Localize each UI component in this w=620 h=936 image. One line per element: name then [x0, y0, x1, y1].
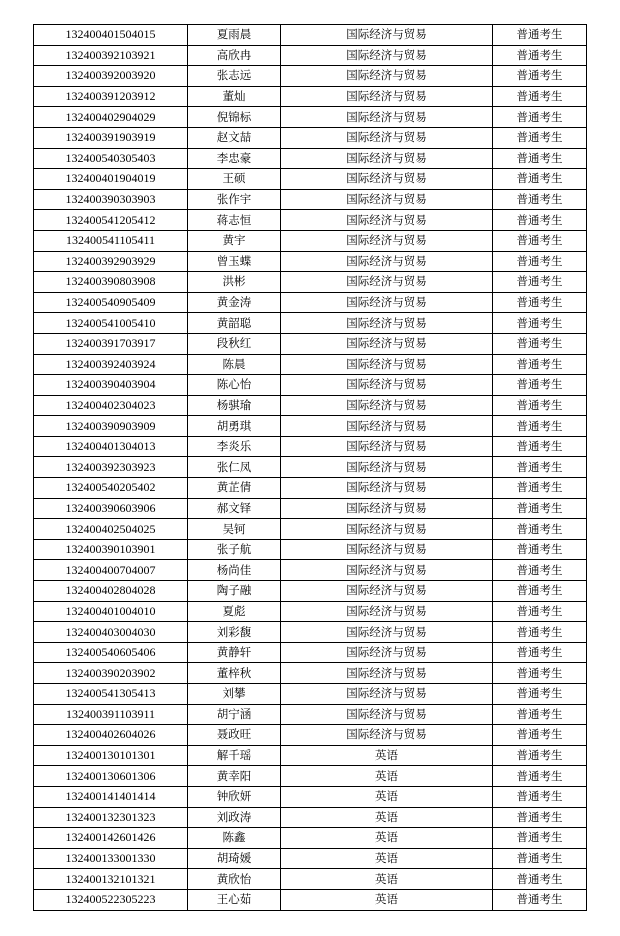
candidate-type-cell: 普通考生 [493, 642, 587, 663]
table-row [34, 848, 587, 869]
table-row [34, 416, 587, 437]
candidate-name-cell: 解千瑶 [188, 745, 281, 766]
candidate-id-cell: 132400391703917 [34, 333, 188, 354]
major-cell: 国际经济与贸易 [281, 107, 493, 128]
candidate-type-cell: 普通考生 [493, 395, 587, 416]
table-row [34, 230, 587, 251]
candidate-id-cell: 132400142601426 [34, 828, 188, 849]
candidate-type-cell: 普通考生 [493, 869, 587, 890]
candidate-id-cell: 132400401904019 [34, 169, 188, 190]
major-cell: 国际经济与贸易 [281, 725, 493, 746]
candidate-id-cell: 132400403004030 [34, 622, 188, 643]
table-row [34, 828, 587, 849]
candidate-name-cell: 王心茹 [188, 889, 281, 910]
candidate-id-cell: 132400390103901 [34, 539, 188, 560]
table-row [34, 354, 587, 375]
candidate-name-cell: 夏雨晨 [188, 25, 281, 46]
candidate-id-cell: 132400390803908 [34, 272, 188, 293]
major-cell: 国际经济与贸易 [281, 25, 493, 46]
candidate-id-cell: 132400132301323 [34, 807, 188, 828]
table-row [34, 807, 587, 828]
candidate-id-cell: 132400400704007 [34, 560, 188, 581]
major-cell: 国际经济与贸易 [281, 457, 493, 478]
major-cell: 英语 [281, 786, 493, 807]
major-cell: 国际经济与贸易 [281, 416, 493, 437]
candidate-id-cell: 132400401304013 [34, 436, 188, 457]
candidate-type-cell: 普通考生 [493, 292, 587, 313]
candidate-name-cell: 刘彩馥 [188, 622, 281, 643]
candidate-type-cell: 普通考生 [493, 519, 587, 540]
candidate-id-cell: 132400141401414 [34, 786, 188, 807]
table-row [34, 436, 587, 457]
major-cell: 英语 [281, 745, 493, 766]
major-cell: 国际经济与贸易 [281, 333, 493, 354]
major-cell: 英语 [281, 869, 493, 890]
table-row [34, 889, 587, 910]
candidate-id-cell: 132400391903919 [34, 127, 188, 148]
major-cell: 国际经济与贸易 [281, 704, 493, 725]
candidate-name-cell: 张志远 [188, 66, 281, 87]
candidate-name-cell: 王硕 [188, 169, 281, 190]
table-row [34, 581, 587, 602]
candidate-name-cell: 段秋红 [188, 333, 281, 354]
table-row [34, 375, 587, 396]
candidate-name-cell: 陈晨 [188, 354, 281, 375]
table-body [34, 25, 587, 911]
candidate-name-cell: 高欣冉 [188, 45, 281, 66]
candidate-type-cell: 普通考生 [493, 25, 587, 46]
table-row [34, 725, 587, 746]
candidate-type-cell: 普通考生 [493, 786, 587, 807]
candidate-type-cell: 普通考生 [493, 86, 587, 107]
candidate-id-cell: 132400541005410 [34, 313, 188, 334]
major-cell: 国际经济与贸易 [281, 375, 493, 396]
candidate-type-cell: 普通考生 [493, 663, 587, 684]
candidate-name-cell: 张仁凤 [188, 457, 281, 478]
major-cell: 国际经济与贸易 [281, 498, 493, 519]
candidate-type-cell: 普通考生 [493, 66, 587, 87]
major-cell: 国际经济与贸易 [281, 395, 493, 416]
candidate-id-cell: 132400401504015 [34, 25, 188, 46]
table-row [34, 333, 587, 354]
candidate-name-cell: 郝文铎 [188, 498, 281, 519]
table-row [34, 210, 587, 231]
major-cell: 国际经济与贸易 [281, 581, 493, 602]
major-cell: 国际经济与贸易 [281, 86, 493, 107]
candidate-type-cell: 普通考生 [493, 745, 587, 766]
major-cell: 国际经济与贸易 [281, 272, 493, 293]
candidate-name-cell: 黄韶聪 [188, 313, 281, 334]
candidate-name-cell: 张子航 [188, 539, 281, 560]
candidate-name-cell: 张作宇 [188, 189, 281, 210]
major-cell: 国际经济与贸易 [281, 127, 493, 148]
candidate-name-cell: 董梓秋 [188, 663, 281, 684]
candidate-id-cell: 132400402904029 [34, 107, 188, 128]
candidate-id-cell: 132400133001330 [34, 848, 188, 869]
major-cell: 国际经济与贸易 [281, 684, 493, 705]
table-row [34, 292, 587, 313]
table-row [34, 560, 587, 581]
candidate-id-cell: 132400390603906 [34, 498, 188, 519]
candidate-name-cell: 黄幸阳 [188, 766, 281, 787]
candidate-id-cell: 132400392403924 [34, 354, 188, 375]
major-cell: 国际经济与贸易 [281, 210, 493, 231]
candidate-type-cell: 普通考生 [493, 230, 587, 251]
major-cell: 国际经济与贸易 [281, 436, 493, 457]
table-row [34, 745, 587, 766]
candidate-type-cell: 普通考生 [493, 127, 587, 148]
candidate-name-cell: 赵文喆 [188, 127, 281, 148]
candidate-id-cell: 132400390903909 [34, 416, 188, 437]
major-cell: 国际经济与贸易 [281, 189, 493, 210]
table-row [34, 539, 587, 560]
candidate-type-cell: 普通考生 [493, 354, 587, 375]
major-cell: 国际经济与贸易 [281, 292, 493, 313]
table-row [34, 457, 587, 478]
table-row [34, 663, 587, 684]
candidate-name-cell: 吴钶 [188, 519, 281, 540]
candidate-id-cell: 132400541205412 [34, 210, 188, 231]
candidate-type-cell: 普通考生 [493, 622, 587, 643]
table-row [34, 148, 587, 169]
candidate-type-cell: 普通考生 [493, 807, 587, 828]
candidate-type-cell: 普通考生 [493, 828, 587, 849]
candidate-id-cell: 132400522305223 [34, 889, 188, 910]
table-row [34, 25, 587, 46]
major-cell: 国际经济与贸易 [281, 148, 493, 169]
candidate-name-cell: 洪彬 [188, 272, 281, 293]
major-cell: 英语 [281, 828, 493, 849]
candidate-name-cell: 夏彪 [188, 601, 281, 622]
candidate-name-cell: 刘政涛 [188, 807, 281, 828]
candidate-type-cell: 普通考生 [493, 272, 587, 293]
candidate-type-cell: 普通考生 [493, 684, 587, 705]
candidate-type-cell: 普通考生 [493, 251, 587, 272]
candidate-id-cell: 132400132101321 [34, 869, 188, 890]
major-cell: 英语 [281, 889, 493, 910]
candidate-id-cell: 132400541105411 [34, 230, 188, 251]
table-row [34, 107, 587, 128]
candidate-id-cell: 132400402304023 [34, 395, 188, 416]
candidate-id-cell: 132400401004010 [34, 601, 188, 622]
major-cell: 国际经济与贸易 [281, 519, 493, 540]
candidate-type-cell: 普通考生 [493, 581, 587, 602]
candidate-type-cell: 普通考生 [493, 457, 587, 478]
table-row [34, 704, 587, 725]
table-row [34, 127, 587, 148]
table-row [34, 395, 587, 416]
candidate-type-cell: 普通考生 [493, 436, 587, 457]
major-cell: 国际经济与贸易 [281, 539, 493, 560]
candidate-name-cell: 黄金涛 [188, 292, 281, 313]
candidate-name-cell: 黄芷倩 [188, 478, 281, 499]
candidate-id-cell: 132400392303923 [34, 457, 188, 478]
candidate-type-cell: 普通考生 [493, 313, 587, 334]
major-cell: 国际经济与贸易 [281, 45, 493, 66]
candidate-id-cell: 132400541305413 [34, 684, 188, 705]
candidate-name-cell: 黄欣怡 [188, 869, 281, 890]
candidate-id-cell: 132400391103911 [34, 704, 188, 725]
candidate-name-cell: 胡琦媛 [188, 848, 281, 869]
major-cell: 英语 [281, 766, 493, 787]
candidate-type-cell: 普通考生 [493, 107, 587, 128]
candidate-name-cell: 刘攀 [188, 684, 281, 705]
table-row [34, 189, 587, 210]
candidate-id-cell: 132400130601306 [34, 766, 188, 787]
candidate-type-cell: 普通考生 [493, 45, 587, 66]
candidate-id-cell: 132400402804028 [34, 581, 188, 602]
major-cell: 国际经济与贸易 [281, 642, 493, 663]
candidate-type-cell: 普通考生 [493, 148, 587, 169]
candidate-name-cell: 陶子融 [188, 581, 281, 602]
candidate-type-cell: 普通考生 [493, 498, 587, 519]
candidate-id-cell: 132400540605406 [34, 642, 188, 663]
candidate-name-cell: 李忠豪 [188, 148, 281, 169]
candidate-type-cell: 普通考生 [493, 169, 587, 190]
candidate-name-cell: 黄静轩 [188, 642, 281, 663]
candidate-name-cell: 胡宁涵 [188, 704, 281, 725]
table-row [34, 601, 587, 622]
candidate-name-cell: 蒋志恒 [188, 210, 281, 231]
major-cell: 国际经济与贸易 [281, 560, 493, 581]
candidate-type-cell: 普通考生 [493, 375, 587, 396]
major-cell: 国际经济与贸易 [281, 313, 493, 334]
table-row [34, 45, 587, 66]
candidate-type-cell: 普通考生 [493, 333, 587, 354]
candidate-id-cell: 132400392103921 [34, 45, 188, 66]
table-row [34, 869, 587, 890]
table-row [34, 766, 587, 787]
candidate-type-cell: 普通考生 [493, 766, 587, 787]
major-cell: 国际经济与贸易 [281, 66, 493, 87]
candidate-name-cell: 陈心怡 [188, 375, 281, 396]
candidate-id-cell: 132400540905409 [34, 292, 188, 313]
candidate-name-cell: 陈鑫 [188, 828, 281, 849]
candidate-type-cell: 普通考生 [493, 189, 587, 210]
candidate-name-cell: 杨骐瑜 [188, 395, 281, 416]
table-row [34, 478, 587, 499]
major-cell: 国际经济与贸易 [281, 230, 493, 251]
table-row [34, 642, 587, 663]
candidate-name-cell: 黄宇 [188, 230, 281, 251]
candidate-id-cell: 132400390203902 [34, 663, 188, 684]
table-row [34, 251, 587, 272]
candidate-name-cell: 聂政旺 [188, 725, 281, 746]
candidate-name-cell: 曾玉蝶 [188, 251, 281, 272]
candidate-name-cell: 钟欣妍 [188, 786, 281, 807]
candidate-name-cell: 胡勇琪 [188, 416, 281, 437]
major-cell: 国际经济与贸易 [281, 622, 493, 643]
major-cell: 国际经济与贸易 [281, 354, 493, 375]
admission-list-table [33, 24, 587, 911]
candidate-type-cell: 普通考生 [493, 725, 587, 746]
major-cell: 国际经济与贸易 [281, 663, 493, 684]
candidate-id-cell: 132400390303903 [34, 189, 188, 210]
candidate-id-cell: 132400392903929 [34, 251, 188, 272]
candidate-type-cell: 普通考生 [493, 704, 587, 725]
candidate-id-cell: 132400540205402 [34, 478, 188, 499]
candidate-id-cell: 132400390403904 [34, 375, 188, 396]
candidate-id-cell: 132400402604026 [34, 725, 188, 746]
candidate-name-cell: 杨尚佳 [188, 560, 281, 581]
candidate-name-cell: 李炎乐 [188, 436, 281, 457]
candidate-type-cell: 普通考生 [493, 478, 587, 499]
candidate-id-cell: 132400402504025 [34, 519, 188, 540]
candidate-type-cell: 普通考生 [493, 539, 587, 560]
major-cell: 英语 [281, 848, 493, 869]
major-cell: 国际经济与贸易 [281, 169, 493, 190]
candidate-id-cell: 132400392003920 [34, 66, 188, 87]
table-row [34, 313, 587, 334]
table-row [34, 272, 587, 293]
major-cell: 国际经济与贸易 [281, 251, 493, 272]
table-row [34, 498, 587, 519]
table-row [34, 519, 587, 540]
major-cell: 国际经济与贸易 [281, 601, 493, 622]
candidate-type-cell: 普通考生 [493, 601, 587, 622]
candidate-type-cell: 普通考生 [493, 848, 587, 869]
major-cell: 国际经济与贸易 [281, 478, 493, 499]
candidate-id-cell: 132400130101301 [34, 745, 188, 766]
table-row [34, 786, 587, 807]
table-row [34, 684, 587, 705]
candidate-id-cell: 132400540305403 [34, 148, 188, 169]
candidate-type-cell: 普通考生 [493, 889, 587, 910]
candidate-type-cell: 普通考生 [493, 210, 587, 231]
table-row [34, 622, 587, 643]
major-cell: 英语 [281, 807, 493, 828]
table-row [34, 66, 587, 87]
candidate-type-cell: 普通考生 [493, 416, 587, 437]
candidate-id-cell: 132400391203912 [34, 86, 188, 107]
candidate-name-cell: 倪锦标 [188, 107, 281, 128]
candidate-name-cell: 董灿 [188, 86, 281, 107]
table-row [34, 169, 587, 190]
table-row [34, 86, 587, 107]
candidate-type-cell: 普通考生 [493, 560, 587, 581]
